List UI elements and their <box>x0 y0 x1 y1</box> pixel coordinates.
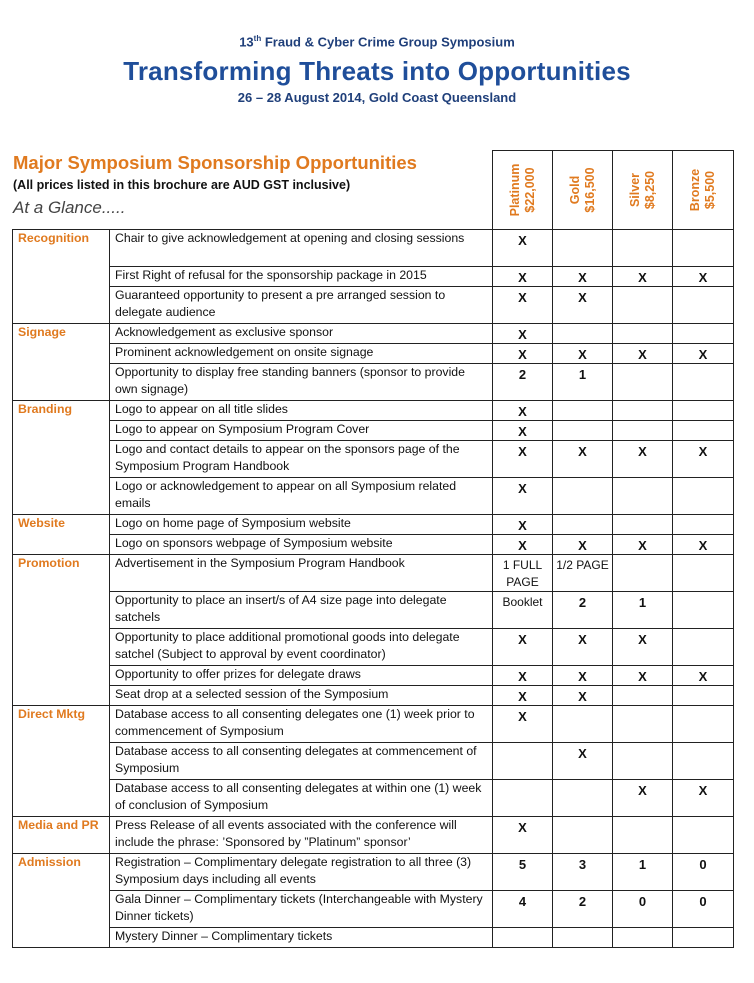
value-silver <box>613 324 673 344</box>
value-gold: 2 <box>553 592 613 629</box>
symposium-name: Fraud & Cyber Crime Group Symposium <box>261 34 515 50</box>
benefit-description: Logo to appear on Symposium Program Cover <box>110 421 493 441</box>
value-silver: 1 <box>613 854 673 891</box>
at-a-glance-label: At a Glance..... <box>13 198 126 217</box>
benefit-description: Gala Dinner – Complimentary tickets (Interchangeable with Mystery Dinner tickets) <box>110 891 493 928</box>
table-row <box>13 267 734 287</box>
value-platinum: X <box>493 421 553 441</box>
value-bronze <box>673 555 734 592</box>
table-row <box>13 592 734 629</box>
benefit-description: Logo and contact details to appear on the sponsors page of the Symposium Program Handbook <box>110 441 493 478</box>
value-silver: X <box>613 629 673 666</box>
table-row <box>13 344 734 364</box>
level-bronze <box>673 151 734 230</box>
value-bronze <box>673 364 734 401</box>
value-platinum: X <box>493 401 553 421</box>
value-bronze <box>673 230 734 267</box>
value-gold: X <box>553 441 613 478</box>
value-silver <box>613 555 673 592</box>
value-silver <box>613 743 673 780</box>
value-gold: 1 <box>553 364 613 401</box>
page-title: Transforming Threats into Opportunities <box>123 56 631 86</box>
value-silver <box>613 287 673 324</box>
table-row <box>13 666 734 686</box>
value-gold <box>553 706 613 743</box>
value-platinum: X <box>493 324 553 344</box>
benefit-description: Press Release of all events associated with the conference will include the phrase: ’Sponsored by ”Platinum” sponsor’ <box>110 817 493 854</box>
table-row <box>13 535 734 555</box>
value-gold: X <box>553 535 613 555</box>
value-gold: X <box>553 743 613 780</box>
value-bronze <box>673 401 734 421</box>
benefit-description: Registration – Complimentary delegate registration to all three (3) Symposium days including all events <box>110 854 493 891</box>
value-bronze <box>673 421 734 441</box>
value-silver <box>613 401 673 421</box>
value-bronze <box>673 324 734 344</box>
value-gold <box>553 515 613 535</box>
value-gold: X <box>553 267 613 287</box>
value-platinum: X <box>493 344 553 364</box>
table-row <box>13 401 734 421</box>
value-platinum: 1 FULL PAGE <box>493 555 553 592</box>
benefit-description: Opportunity to display free standing banners (sponsor to provide own signage) <box>110 364 493 401</box>
value-platinum <box>493 928 553 948</box>
level-name: Silver <box>627 172 642 208</box>
value-gold: X <box>553 629 613 666</box>
category-cell: Direct Mktg <box>13 706 110 817</box>
value-silver: 0 <box>613 891 673 928</box>
benefit-description: Prominent acknowledgement on onsite signage <box>110 344 493 364</box>
level-name: Platinum <box>507 163 522 217</box>
value-bronze: 0 <box>673 891 734 928</box>
table-row <box>13 555 734 592</box>
value-gold <box>553 478 613 515</box>
benefit-description: Logo on sponsors webpage of Symposium website <box>110 535 493 555</box>
value-platinum: X <box>493 666 553 686</box>
price-note: (All prices listed in this brochure are AUD GST inclusive) <box>13 178 351 192</box>
value-bronze <box>673 928 734 948</box>
level-silver <box>613 151 673 230</box>
level-name: Bronze <box>688 168 702 212</box>
table-row <box>13 743 734 780</box>
benefit-description: Opportunity to place additional promotional goods into delegate satchel (Subject to approval by event coordinator) <box>110 629 493 666</box>
value-platinum: X <box>493 515 553 535</box>
value-platinum: X <box>493 629 553 666</box>
value-platinum: X <box>493 267 553 287</box>
table-row <box>13 478 734 515</box>
category-cell: Signage <box>13 324 110 401</box>
value-silver: X <box>613 441 673 478</box>
value-gold <box>553 780 613 817</box>
table-row <box>13 891 734 928</box>
value-platinum <box>493 743 553 780</box>
table-row <box>13 706 734 743</box>
table-row <box>13 421 734 441</box>
benefit-description: Chair to give acknowledgement at opening and closing sessions <box>110 230 493 267</box>
table-row <box>13 364 734 401</box>
value-platinum: 5 <box>493 854 553 891</box>
value-bronze <box>673 743 734 780</box>
value-bronze <box>673 706 734 743</box>
value-bronze <box>673 686 734 706</box>
level-price: $16,500 <box>582 167 597 213</box>
benefit-description: Opportunity to offer prizes for delegate draws <box>110 666 493 686</box>
value-platinum <box>493 780 553 817</box>
table-row <box>13 441 734 478</box>
value-bronze <box>673 478 734 515</box>
value-platinum: X <box>493 441 553 478</box>
benefit-description: Logo on home page of Symposium website <box>110 515 493 535</box>
value-bronze: X <box>673 344 734 364</box>
value-bronze <box>673 629 734 666</box>
benefit-description: Advertisement in the Symposium Program Handbook <box>110 555 493 592</box>
value-platinum: X <box>493 287 553 324</box>
level-price: $22,000 <box>522 167 537 213</box>
benefit-description: Seat drop at a selected session of the Symposium <box>110 686 493 706</box>
value-platinum: X <box>493 686 553 706</box>
level-gold <box>553 151 613 230</box>
value-bronze: X <box>673 780 734 817</box>
value-bronze <box>673 817 734 854</box>
value-bronze <box>673 287 734 324</box>
value-silver: X <box>613 666 673 686</box>
value-gold <box>553 401 613 421</box>
level-price: $8,250 <box>642 170 657 210</box>
edition-number: 13 <box>239 34 254 50</box>
value-gold <box>553 421 613 441</box>
table-row <box>13 287 734 324</box>
category-cell: Branding <box>13 401 110 515</box>
value-platinum: X <box>493 817 553 854</box>
value-silver <box>613 364 673 401</box>
section-title: Major Symposium Sponsorship Opportunities <box>13 152 417 173</box>
table-row <box>13 324 734 344</box>
benefit-description: Opportunity to place an insert/s of A4 size page into delegate satchels <box>110 592 493 629</box>
category-cell: Promotion <box>13 555 110 706</box>
value-platinum: 4 <box>493 891 553 928</box>
table-row <box>13 854 734 891</box>
benefit-description: First Right of refusal for the sponsorship package in 2015 <box>110 267 493 287</box>
value-platinum: X <box>493 478 553 515</box>
benefit-description: Acknowledgement as exclusive sponsor <box>110 324 493 344</box>
symposium-edition-line <box>0 34 754 49</box>
value-platinum: Booklet <box>493 592 553 629</box>
category-cell: Recognition <box>13 230 110 324</box>
edition-suffix: th <box>253 34 262 43</box>
value-bronze: X <box>673 535 734 555</box>
table-row <box>13 817 734 854</box>
value-platinum: X <box>493 706 553 743</box>
category-cell: Media and PR <box>13 817 110 854</box>
value-silver: X <box>613 267 673 287</box>
value-gold: 2 <box>553 891 613 928</box>
benefit-description: Logo to appear on all title slides <box>110 401 493 421</box>
value-bronze <box>673 592 734 629</box>
table-row <box>13 629 734 666</box>
value-silver <box>613 928 673 948</box>
benefit-description: Database access to all consenting delegates at commencement of Symposium <box>110 743 493 780</box>
table-row <box>13 780 734 817</box>
value-bronze: 0 <box>673 854 734 891</box>
value-bronze <box>673 515 734 535</box>
level-name: Gold <box>567 175 582 205</box>
value-gold <box>553 324 613 344</box>
value-silver <box>613 686 673 706</box>
level-price: $5,500 <box>703 170 717 210</box>
table-row <box>13 686 734 706</box>
value-platinum: X <box>493 230 553 267</box>
value-gold <box>553 928 613 948</box>
value-gold: X <box>553 287 613 324</box>
value-silver: 1 <box>613 592 673 629</box>
event-dates: 26 – 28 August 2014, Gold Coast Queensland <box>237 90 517 105</box>
category-cell: Website <box>13 515 110 555</box>
value-silver <box>613 706 673 743</box>
value-silver: X <box>613 535 673 555</box>
table-row <box>13 928 734 948</box>
value-gold: X <box>553 344 613 364</box>
value-gold: X <box>553 686 613 706</box>
value-gold: X <box>553 666 613 686</box>
benefit-description: Mystery Dinner – Complimentary tickets <box>110 928 493 948</box>
benefit-description: Guaranteed opportunity to present a pre arranged session to delegate audience <box>110 287 493 324</box>
benefit-description: Database access to all consenting delegates one (1) week prior to commencement of Symposium <box>110 706 493 743</box>
value-bronze: X <box>673 267 734 287</box>
table-row <box>13 515 734 535</box>
value-silver: X <box>613 344 673 364</box>
value-silver <box>613 230 673 267</box>
benefit-description: Logo or acknowledgement to appear on all Symposium related emails <box>110 478 493 515</box>
value-silver <box>613 421 673 441</box>
value-silver <box>613 515 673 535</box>
benefit-description: Database access to all consenting delegates at within one (1) week of conclusion of Symposium <box>110 780 493 817</box>
value-silver <box>613 817 673 854</box>
sponsorship-table <box>12 150 734 948</box>
value-bronze: X <box>673 441 734 478</box>
value-silver <box>613 478 673 515</box>
value-gold: 3 <box>553 854 613 891</box>
value-gold <box>553 230 613 267</box>
level-platinum <box>493 151 553 230</box>
value-gold: 1/2 PAGE <box>553 555 613 592</box>
value-bronze: X <box>673 666 734 686</box>
table-row <box>13 230 734 267</box>
value-platinum: X <box>493 535 553 555</box>
category-cell: Admission <box>13 854 110 948</box>
value-platinum: 2 <box>493 364 553 401</box>
value-gold <box>553 817 613 854</box>
value-silver: X <box>613 780 673 817</box>
